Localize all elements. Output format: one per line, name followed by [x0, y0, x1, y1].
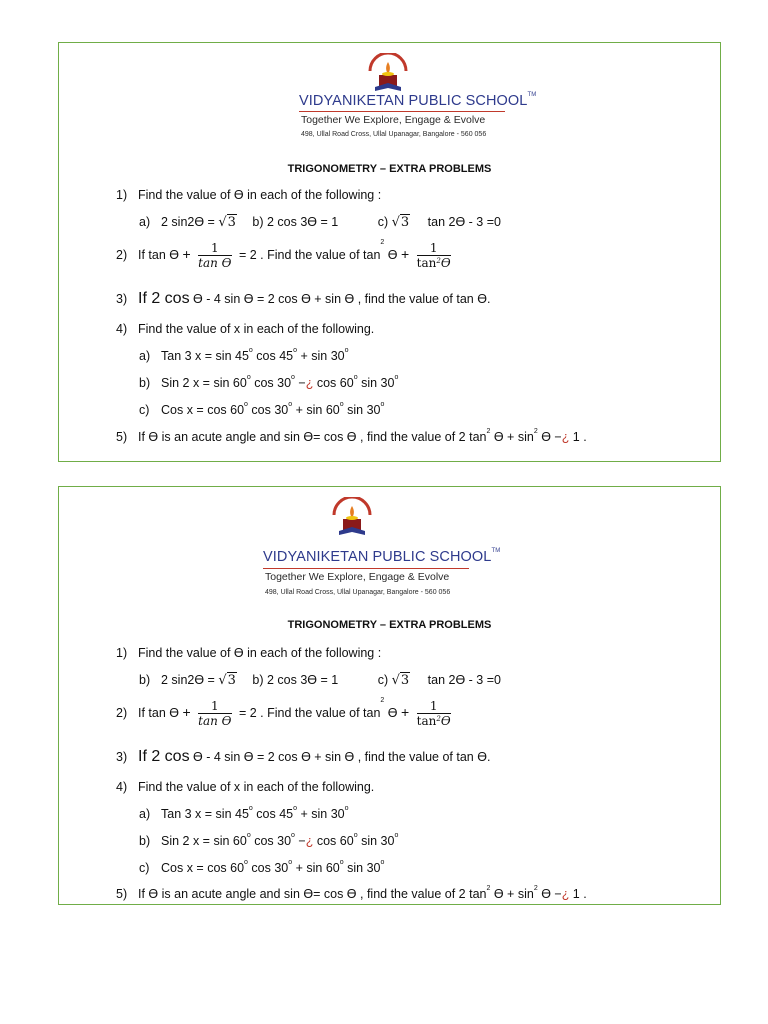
school-name: VIDYANIKETAN PUBLIC SCHOOL™: [299, 92, 537, 109]
question-5: 5) If ϴ is an acute angle and sin ϴ= cos ϴ , find the value of 2 $\tan^2 ϴ + \sin^2 ϴ$ −¿ 1 .: [116, 885, 587, 901]
question-4c: c) Cos x = cos 60$^o$ $\cos 30^o + \sin 60^o$ sin 30$^o$: [139, 401, 385, 417]
school-name: VIDYANIKETAN PUBLIC SCHOOL™: [263, 548, 501, 565]
worksheet-title: TRIGONOMETRY – EXTRA PROBLEMS: [287, 619, 492, 631]
question-4: 4) Find the value of x in each of the following.: [116, 780, 375, 794]
question-3: 3) If 2 cos ϴ - 4 sin ϴ = 2 cos ϴ + sin ϴ , find the value of tan ϴ.: [116, 290, 491, 307]
header-rule: [263, 568, 469, 569]
question-4a: a) Tan 3 x = sin 45$^o$ $\cos 45^o + \sin 30^o$: [139, 347, 349, 363]
question-1a: b) 2 sin2ϴ = √3 b) 2 cos 3ϴ = 1 c) √3 tan 2ϴ - 3 =0: [139, 673, 501, 688]
fraction-1-over-tan: $\frac{1}{\text{tan ϴ}}$: [198, 241, 232, 270]
school-emblem-icon: [329, 497, 375, 539]
school-address: 498, Ullal Road Cross, Ullal Upanagar, Bangalore - 560 056: [265, 589, 451, 596]
school-tagline: Together We Explore, Engage & Evolve: [265, 571, 450, 583]
question-1: 1) Find the value of ϴ in each of the following :: [116, 188, 382, 202]
question-4b: b) Sin 2 x = sin 60$^o$ $\cos 30^o$ −¿ cos 60$^o$ sin 30$^o$: [139, 832, 399, 848]
school-tagline: Together We Explore, Engage & Evolve: [301, 114, 486, 126]
header-rule: [299, 111, 505, 112]
worksheet-card-1: [58, 42, 721, 462]
school-header: [59, 497, 720, 596]
fraction-1-over-tan-squared: $\frac{1}{\tan^2ϴ}$: [416, 241, 451, 270]
school-address: 498, Ullal Road Cross, Ullal Upanagar, Bangalore - 560 056: [301, 131, 487, 138]
fraction-1-over-tan: $\frac{1}{\text{tan ϴ}}$: [198, 699, 232, 728]
fraction-1-over-tan-squared: $\frac{1}{\tan^2ϴ}$: [416, 699, 451, 728]
question-1: 1) Find the value of ϴ in each of the following :: [116, 646, 382, 660]
question-1a: a) 2 sin2ϴ = √3 b) 2 cos 3ϴ = 1 c) √3 tan 2ϴ - 3 =0: [139, 215, 501, 230]
school-header: [59, 53, 720, 145]
question-2: 2) If tan ϴ + $\frac{1}{\text{tan ϴ}}$ = 2 . Find the value of $\tan^2 ϴ$ + $\frac{1}{\tan^2ϴ}$: [116, 697, 451, 728]
question-4: 4) Find the value of x in each of the following.: [116, 322, 375, 336]
question-2: 2) If tan ϴ + $\frac{1}{\text{tan ϴ}}$ = 2 . Find the value of $\tan^2 ϴ$ + $\frac{1}{\tan^2ϴ}$: [116, 239, 451, 270]
question-5: 5) If ϴ is an acute angle and sin ϴ= cos ϴ , find the value of 2 $\tan^2 ϴ + \sin^2 ϴ$ −¿ 1 .: [116, 428, 587, 444]
question-4a: a) Tan 3 x = sin 45$^o$ $\cos 45^o + \sin 30^o$: [139, 805, 349, 821]
worksheet-card-2: [58, 486, 721, 905]
school-emblem-icon: [365, 53, 411, 95]
question-4b: b) Sin 2 x = sin 60$^o$ $\cos 30^o$ −¿ cos 60$^o$ sin 30$^o$: [139, 374, 399, 390]
question-3: 3) If 2 cos ϴ - 4 sin ϴ = 2 cos ϴ + sin ϴ , find the value of tan ϴ.: [116, 748, 491, 765]
worksheet-title: TRIGONOMETRY – EXTRA PROBLEMS: [287, 163, 492, 175]
question-4c: c) Cos x = cos 60$^o$ $\cos 30^o + \sin 60^o$ sin 30$^o$: [139, 859, 385, 875]
